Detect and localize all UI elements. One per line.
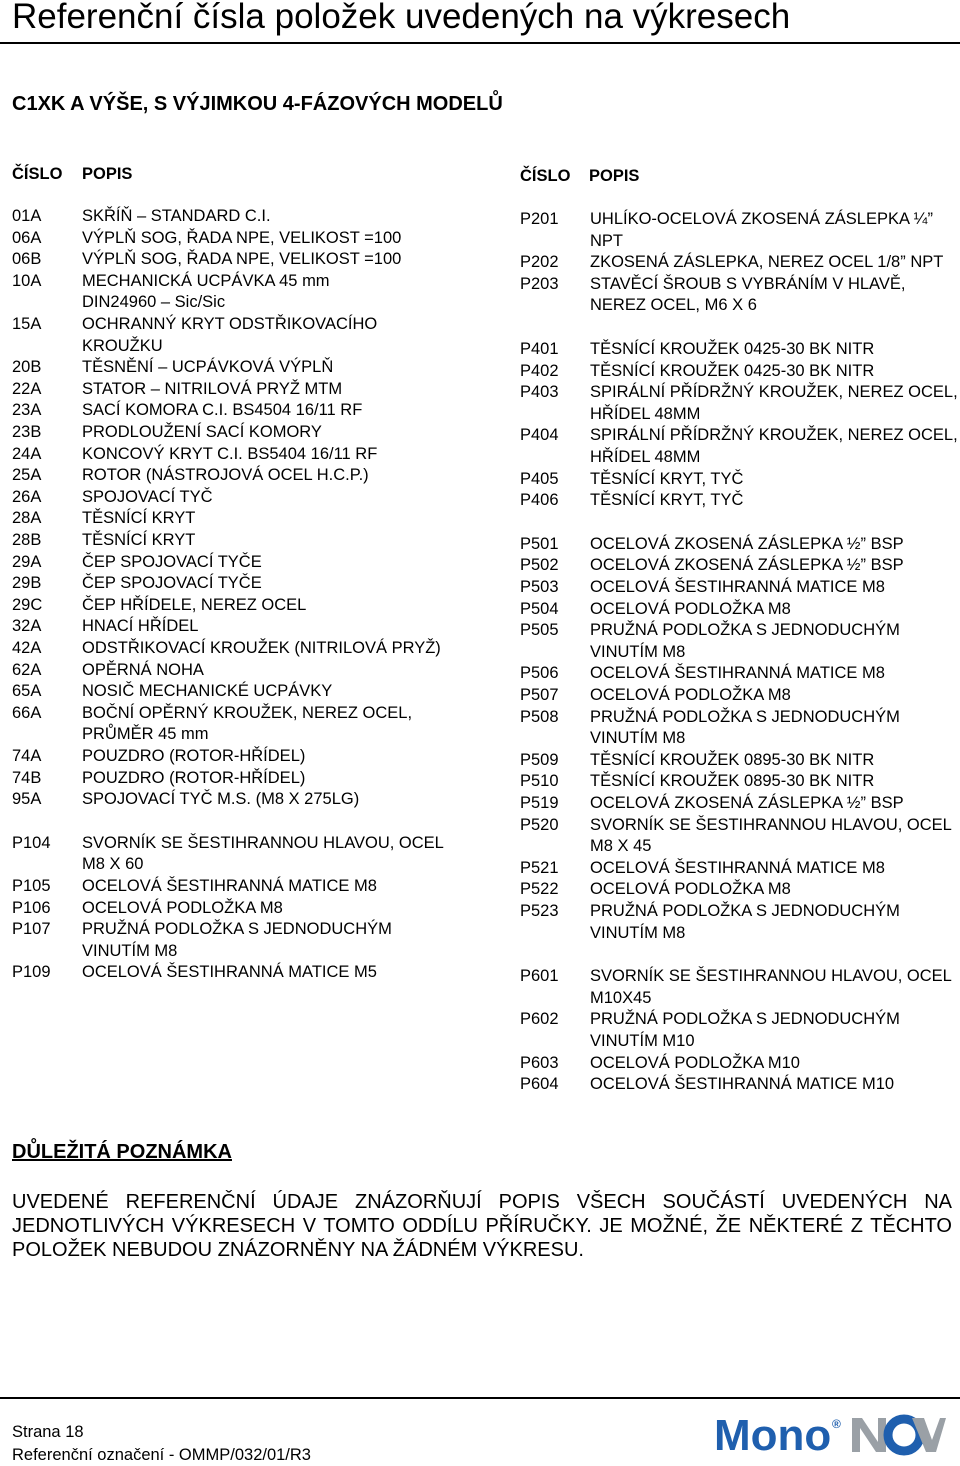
part-description <box>82 681 332 703</box>
description-line: VINUTÍM M8 <box>590 729 686 748</box>
description-line: NEREZ OCEL, M6 X 6 <box>590 296 757 315</box>
description-line: POUZDRO (ROTOR-HŘÍDEL) <box>82 768 306 787</box>
description-line: SVORNÍK SE ŠESTIHRANNOU HLAVOU, OCEL <box>82 833 444 852</box>
part-description <box>82 379 342 401</box>
part-code: 32A <box>12 617 42 636</box>
description-line: M10X45 <box>590 988 652 1007</box>
part-code: P522 <box>520 880 559 899</box>
description-line: ODSTŘIKOVACÍ KROUŽEK (NITRILOVÁ PRYŽ) <box>82 639 441 657</box>
title-divider <box>0 42 960 44</box>
part-description <box>82 876 377 898</box>
part-description <box>82 249 401 271</box>
part-code: P403 <box>520 383 559 402</box>
part-description <box>82 444 377 466</box>
description-line: OCELOVÁ ŠESTIHRANNÁ MATICE M8 <box>590 578 885 596</box>
description-line: BOČNÍ OPĚRNÝ KROUŽEK, NEREZ OCEL, <box>82 703 413 722</box>
description-line: SVORNÍK SE ŠESTIHRANNOU HLAVOU, OCEL <box>590 967 952 986</box>
part-description <box>590 1074 894 1096</box>
description-line: SPIRÁLNÍ PŘÍDRŽNÝ KROUŽEK, NEREZ OCEL, <box>590 383 958 402</box>
part-description <box>82 962 377 984</box>
part-code: P104 <box>12 833 51 852</box>
description-line: SVORNÍK SE ŠESTIHRANNOU HLAVOU, OCEL <box>590 815 952 834</box>
part-code: 01A <box>12 207 42 225</box>
description-line: NOSIČ MECHANICKÉ UCPÁVKY <box>82 682 333 701</box>
part-code: P401 <box>520 340 559 358</box>
part-description <box>82 314 377 357</box>
part-description <box>82 660 204 682</box>
part-code: P203 <box>520 274 559 293</box>
part-description <box>590 901 900 944</box>
part-code: 74B <box>12 768 42 787</box>
part-code: P504 <box>520 599 559 618</box>
part-description <box>82 271 330 314</box>
note-title: DŮLEŽITÁ POZNÁMKA <box>12 1141 232 1163</box>
description-line: DIN24960 – Sic/Sic <box>82 293 226 312</box>
description-line: TĚSNÍCÍ KROUŽEK 0895-30 BK NITR <box>590 772 875 791</box>
description-line: PRŮMĚR 45 mm <box>82 725 209 744</box>
part-description <box>590 599 791 621</box>
description-line: OCELOVÁ ZKOSENÁ ZÁSLEPKA ½” BSP <box>590 534 904 553</box>
part-code: P506 <box>520 664 559 683</box>
part-description <box>82 228 401 250</box>
part-description <box>590 382 958 425</box>
part-code: P509 <box>520 750 559 769</box>
part-code: P521 <box>520 858 559 877</box>
document-reference: Referenční označení - OMMP/032/01/R3 <box>12 1446 311 1464</box>
part-description <box>82 746 305 768</box>
part-code: P106 <box>12 898 51 917</box>
description-line: OCELOVÁ ŠESTIHRANNÁ MATICE M8 <box>590 858 885 877</box>
description-line: VINUTÍM M8 <box>590 923 686 942</box>
part-description <box>590 469 743 491</box>
part-description <box>590 879 791 901</box>
description-line: TĚSNÍCÍ KRYT, TYČ <box>590 491 744 510</box>
description-line: OCELOVÁ PODLOŽKA M8 <box>590 880 791 899</box>
description-line: ZKOSENÁ ZÁSLEPKA, NEREZ OCEL 1/8” NPT <box>590 253 944 272</box>
part-description <box>590 490 743 512</box>
description-line: OCELOVÁ ŠESTIHRANNÁ MATICE M5 <box>82 963 377 982</box>
page-title: Referenční čísla položek uvedených na výkresech <box>12 0 791 36</box>
description-line: PRUŽNÁ PODLOŽKA S JEDNODUCHÝM <box>590 902 900 920</box>
nov-mark-icon <box>850 1416 946 1454</box>
part-code: P508 <box>520 707 559 726</box>
part-description <box>590 252 943 274</box>
left-header-description: POPIS <box>82 165 133 183</box>
part-description <box>82 465 369 487</box>
description-line: ČEP SPOJOVACÍ TYČE <box>82 574 262 593</box>
part-description <box>82 206 271 228</box>
description-line: SPOJOVACÍ TYČ M.S. (M8 X 275LG) <box>82 790 360 809</box>
part-code: P507 <box>520 686 559 704</box>
part-code: 10A <box>12 271 42 290</box>
description-line: OCELOVÁ ŠESTIHRANNÁ MATICE M8 <box>590 664 885 683</box>
description-line: SACÍ KOMORA C.I. BS4504 16/11 RF <box>82 401 363 420</box>
description-line: VINUTÍM M10 <box>590 1031 695 1050</box>
part-code: P502 <box>520 556 559 575</box>
part-code: 28A <box>12 509 42 528</box>
description-line: TĚSNÍCÍ KROUŽEK 0425-30 BK NITR <box>590 361 875 380</box>
description-line: TĚSNÍCÍ KRYT <box>82 509 196 528</box>
description-line: HŘÍDEL 48MM <box>590 447 701 466</box>
description-line: SPIRÁLNÍ PŘÍDRŽNÝ KROUŽEK, NEREZ OCEL, <box>590 426 958 445</box>
description-line: SKŘÍŇ – STANDARD C.I. <box>82 207 271 225</box>
part-code: P202 <box>520 253 559 272</box>
part-code: P107 <box>12 920 51 939</box>
description-line: M8 X 45 <box>590 837 652 856</box>
mono-logo <box>714 1410 946 1458</box>
part-description <box>590 620 900 663</box>
part-description <box>82 616 198 638</box>
part-code: P503 <box>520 578 559 596</box>
description-line: PRUŽNÁ PODLOŽKA S JEDNODUCHÝM <box>82 920 392 939</box>
description-line: KROUŽKU <box>82 336 163 355</box>
part-description <box>82 919 392 962</box>
part-description <box>82 508 195 530</box>
part-description <box>82 400 362 422</box>
description-line: OCELOVÁ ZKOSENÁ ZÁSLEPKA ½” BSP <box>590 556 904 575</box>
description-line: STATOR – NITRILOVÁ PRYŽ MTM <box>82 379 343 398</box>
description-line: ČEP SPOJOVACÍ TYČE <box>82 552 262 571</box>
part-description <box>82 357 333 379</box>
description-line: HNACÍ HŘÍDEL <box>82 617 199 636</box>
part-code: P523 <box>520 902 559 920</box>
part-description <box>82 703 412 746</box>
description-line: VINUTÍM M8 <box>82 941 178 960</box>
part-description <box>590 815 952 858</box>
part-description <box>590 793 904 815</box>
part-code: 24A <box>12 444 42 463</box>
part-code: P603 <box>520 1053 559 1072</box>
part-code: 29B <box>12 574 42 593</box>
part-code: P510 <box>520 772 559 791</box>
description-line: VÝPLŇ SOG, ŘADA NPE, VELIKOST =100 <box>82 228 402 247</box>
part-code: P201 <box>520 210 559 228</box>
section-subtitle: C1XK A VÝŠE, S VÝJIMKOU 4-FÁZOVÝCH MODELŮ <box>12 93 503 115</box>
part-description <box>82 573 262 595</box>
nov-mark-n <box>852 1418 886 1452</box>
part-code: 23A <box>12 401 42 420</box>
part-description <box>82 638 441 660</box>
description-line: POUZDRO (ROTOR-HŘÍDEL) <box>82 747 306 765</box>
part-code: P604 <box>520 1075 559 1094</box>
part-description <box>82 898 283 920</box>
logo-text: Mono <box>714 1411 832 1458</box>
part-description <box>590 771 874 793</box>
description-line: PRUŽNÁ PODLOŽKA S JEDNODUCHÝM <box>590 1010 900 1029</box>
part-description <box>590 274 905 317</box>
part-description <box>590 750 874 772</box>
part-code: P601 <box>520 967 559 986</box>
part-code: 29C <box>12 595 43 614</box>
part-code: P405 <box>520 469 559 488</box>
description-line: MECHANICKÁ UCPÁVKA 45 mm <box>82 271 330 290</box>
description-line: STAVĚCÍ ŠROUB S VYBRÁNÍM V HLAVĚ, <box>590 274 906 293</box>
part-code: 06B <box>12 250 42 269</box>
description-line: M8 X 60 <box>82 855 144 874</box>
part-description <box>82 595 306 617</box>
description-line: OCELOVÁ PODLOŽKA M8 <box>590 599 791 618</box>
description-line: OCELOVÁ ŠESTIHRANNÁ MATICE M8 <box>82 877 377 895</box>
part-code: 26A <box>12 487 42 506</box>
description-line: TĚSNÍCÍ KROUŽEK 0895-30 BK NITR <box>590 750 875 769</box>
part-description <box>590 361 874 383</box>
part-description <box>590 339 874 361</box>
description-line: SPOJOVACÍ TYČ <box>82 487 213 506</box>
part-description <box>82 552 262 574</box>
description-line: TĚSNÍCÍ KRYT <box>82 531 196 549</box>
description-line: PRODLOUŽENÍ SACÍ KOMORY <box>82 423 322 441</box>
part-description <box>590 858 885 880</box>
description-line: TĚSNĚNÍ – UCPÁVKOVÁ VÝPLŇ <box>82 358 334 377</box>
part-code: 06A <box>12 228 42 247</box>
part-code: 25A <box>12 466 42 485</box>
part-description <box>82 768 305 790</box>
description-line: OCELOVÁ ŠESTIHRANNÁ MATICE M10 <box>590 1075 895 1094</box>
part-description <box>590 707 900 750</box>
part-code: P520 <box>520 815 559 834</box>
note-text: UVEDENÉ REFERENČNÍ ÚDAJE ZNÁZORŇUJÍ POPIS VŠECH SOUČÁSTÍ UVEDENÝCH NA JEDNOTLIVÝCH VÝKRESECH V TOMTO ODDÍLU PŘÍRUČKY. JE MOŽNÉ, ŽE NĚKTERÉ Z TĚCHTO POLOŽEK NEBUDOU ZNÁZORNĚNY NA ŽÁDNÉM VÝKRESU. <box>12 1191 952 1261</box>
part-description <box>590 577 885 599</box>
description-line: NPT <box>590 231 623 250</box>
description-line: ROTOR (NÁSTROJOVÁ OCEL H.C.P.) <box>82 466 369 485</box>
description-line: TĚSNÍCÍ KROUŽEK 0425-30 BK NITR <box>590 340 875 358</box>
left-header-number: ČÍSLO <box>12 165 63 183</box>
description-line: KONCOVÝ KRYT C.I. BS5404 16/11 RF <box>82 444 378 463</box>
description-line: ČEP HŘÍDELE, NEREZ OCEL <box>82 595 307 614</box>
part-description <box>590 555 904 577</box>
part-code: P404 <box>520 426 559 445</box>
description-line: UHLÍKO-OCELOVÁ ZKOSENÁ ZÁSLEPKA ¼” <box>590 210 933 228</box>
part-code: 65A <box>12 682 42 701</box>
part-description <box>590 534 904 556</box>
description-line: OCHRANNÝ KRYT ODSTŘIKOVACÍHO <box>82 315 378 333</box>
part-description <box>590 1053 800 1075</box>
part-description <box>82 530 195 552</box>
description-line: VÝPLŇ SOG, ŘADA NPE, VELIKOST =100 <box>82 250 402 269</box>
part-description <box>590 966 952 1009</box>
logo-registered-mark: ® <box>832 1417 841 1431</box>
part-code: 28B <box>12 531 42 549</box>
part-description <box>82 487 213 509</box>
part-code: 42A <box>12 639 42 657</box>
part-code: P501 <box>520 534 559 553</box>
part-description <box>82 422 322 444</box>
part-description <box>82 789 359 811</box>
part-description <box>590 425 958 468</box>
description-line: HŘÍDEL 48MM <box>590 404 701 423</box>
part-description <box>590 663 885 685</box>
description-line: PRUŽNÁ PODLOŽKA S JEDNODUCHÝM <box>590 621 900 640</box>
part-code: 23B <box>12 423 42 441</box>
part-description <box>82 833 444 876</box>
description-line: OCELOVÁ PODLOŽKA M8 <box>82 898 283 917</box>
part-code: 29A <box>12 552 42 571</box>
footer-divider <box>0 1397 960 1399</box>
part-code: 62A <box>12 660 42 679</box>
part-code: P519 <box>520 794 559 812</box>
part-code: P505 <box>520 621 559 640</box>
description-line: OCELOVÁ PODLOŽKA M10 <box>590 1053 800 1072</box>
page-number: Strana 18 <box>12 1423 84 1441</box>
description-line: VINUTÍM M8 <box>590 642 686 661</box>
part-code: P105 <box>12 877 51 895</box>
description-line: TĚSNÍCÍ KRYT, TYČ <box>590 469 744 488</box>
description-line: OCELOVÁ ZKOSENÁ ZÁSLEPKA ½” BSP <box>590 794 904 812</box>
part-description <box>590 1009 900 1052</box>
part-code: 15A <box>12 315 42 333</box>
part-description <box>590 209 933 252</box>
right-header-description: POPIS <box>589 167 640 185</box>
part-code: P402 <box>520 361 559 380</box>
description-line: PRUŽNÁ PODLOŽKA S JEDNODUCHÝM <box>590 707 900 726</box>
part-code: 20B <box>12 358 42 377</box>
description-line: OCELOVÁ PODLOŽKA M8 <box>590 686 791 704</box>
description-line: OPĚRNÁ NOHA <box>82 660 204 679</box>
part-code: 74A <box>12 747 42 765</box>
part-code: P406 <box>520 491 559 510</box>
part-code: 95A <box>12 790 42 809</box>
part-description <box>590 685 791 707</box>
part-code: P602 <box>520 1010 559 1029</box>
part-code: P109 <box>12 963 51 982</box>
part-code: 22A <box>12 379 42 398</box>
part-code: 66A <box>12 703 42 722</box>
right-header-number: ČÍSLO <box>520 167 571 185</box>
